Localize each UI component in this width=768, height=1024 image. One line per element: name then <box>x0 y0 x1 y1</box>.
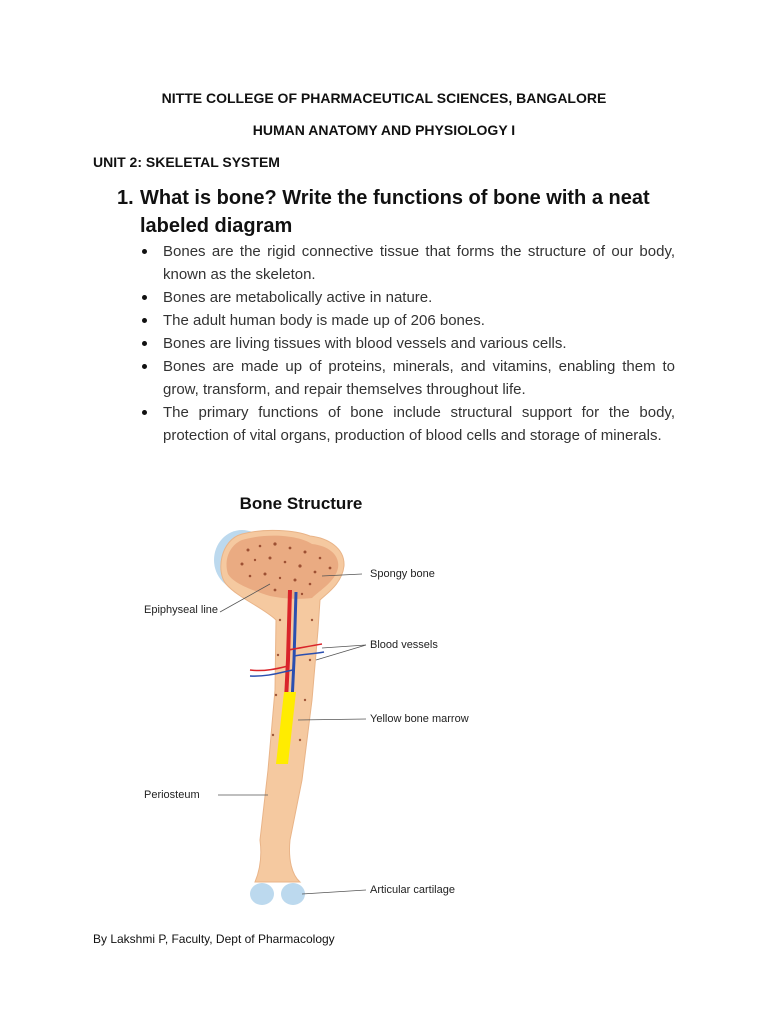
question-number: 1. <box>117 187 134 209</box>
course-heading: HUMAN ANATOMY AND PHYSIOLOGY I <box>252 122 516 138</box>
bone-illustration <box>130 480 530 920</box>
label-epiphyseal-line: Epiphyseal line <box>144 604 218 616</box>
question-heading <box>117 184 677 240</box>
bullet-item: Bones are the rigid connective tissue that forms the structure of our body, known as the skeleton. <box>140 240 675 286</box>
bullet-item: The primary functions of bone include structural support for the body, protection of vital organs, production of blood cells and storage of minerals. <box>140 401 675 447</box>
bullet-item: Bones are made up of proteins, minerals, and vitamins, enabling them to grow, transform, and repair themselves throughout life. <box>140 355 675 401</box>
bullet-list <box>140 240 675 447</box>
distal-cartilage-right <box>281 883 305 905</box>
label-yellow-marrow: Yellow bone marrow <box>370 713 469 725</box>
distal-cartilage-left <box>250 883 274 905</box>
bone-structure-diagram <box>130 480 530 920</box>
footer-author: By Lakshmi P, Faculty, Dept of Pharmacology <box>93 932 335 946</box>
institution-heading: NITTE COLLEGE OF PHARMACEUTICAL SCIENCES, BANGALORE <box>161 90 607 106</box>
label-spongy-bone: Spongy bone <box>370 568 435 580</box>
question-text: What is bone? Write the functions of bone with a neat labeled diagram <box>140 187 650 237</box>
diagram-title: Bone Structure <box>239 494 363 513</box>
bullet-item: Bones are living tissues with blood vessels and various cells. <box>140 332 675 355</box>
label-blood-vessels: Blood vessels <box>370 639 438 651</box>
bullet-item: Bones are metabolically active in nature. <box>140 286 675 309</box>
label-articular-cartilage: Articular cartilage <box>370 884 455 896</box>
label-periosteum: Periosteum <box>144 789 200 801</box>
unit-heading: UNIT 2: SKELETAL SYSTEM <box>93 154 280 170</box>
bullet-item: The adult human body is made up of 206 bones. <box>140 309 675 332</box>
